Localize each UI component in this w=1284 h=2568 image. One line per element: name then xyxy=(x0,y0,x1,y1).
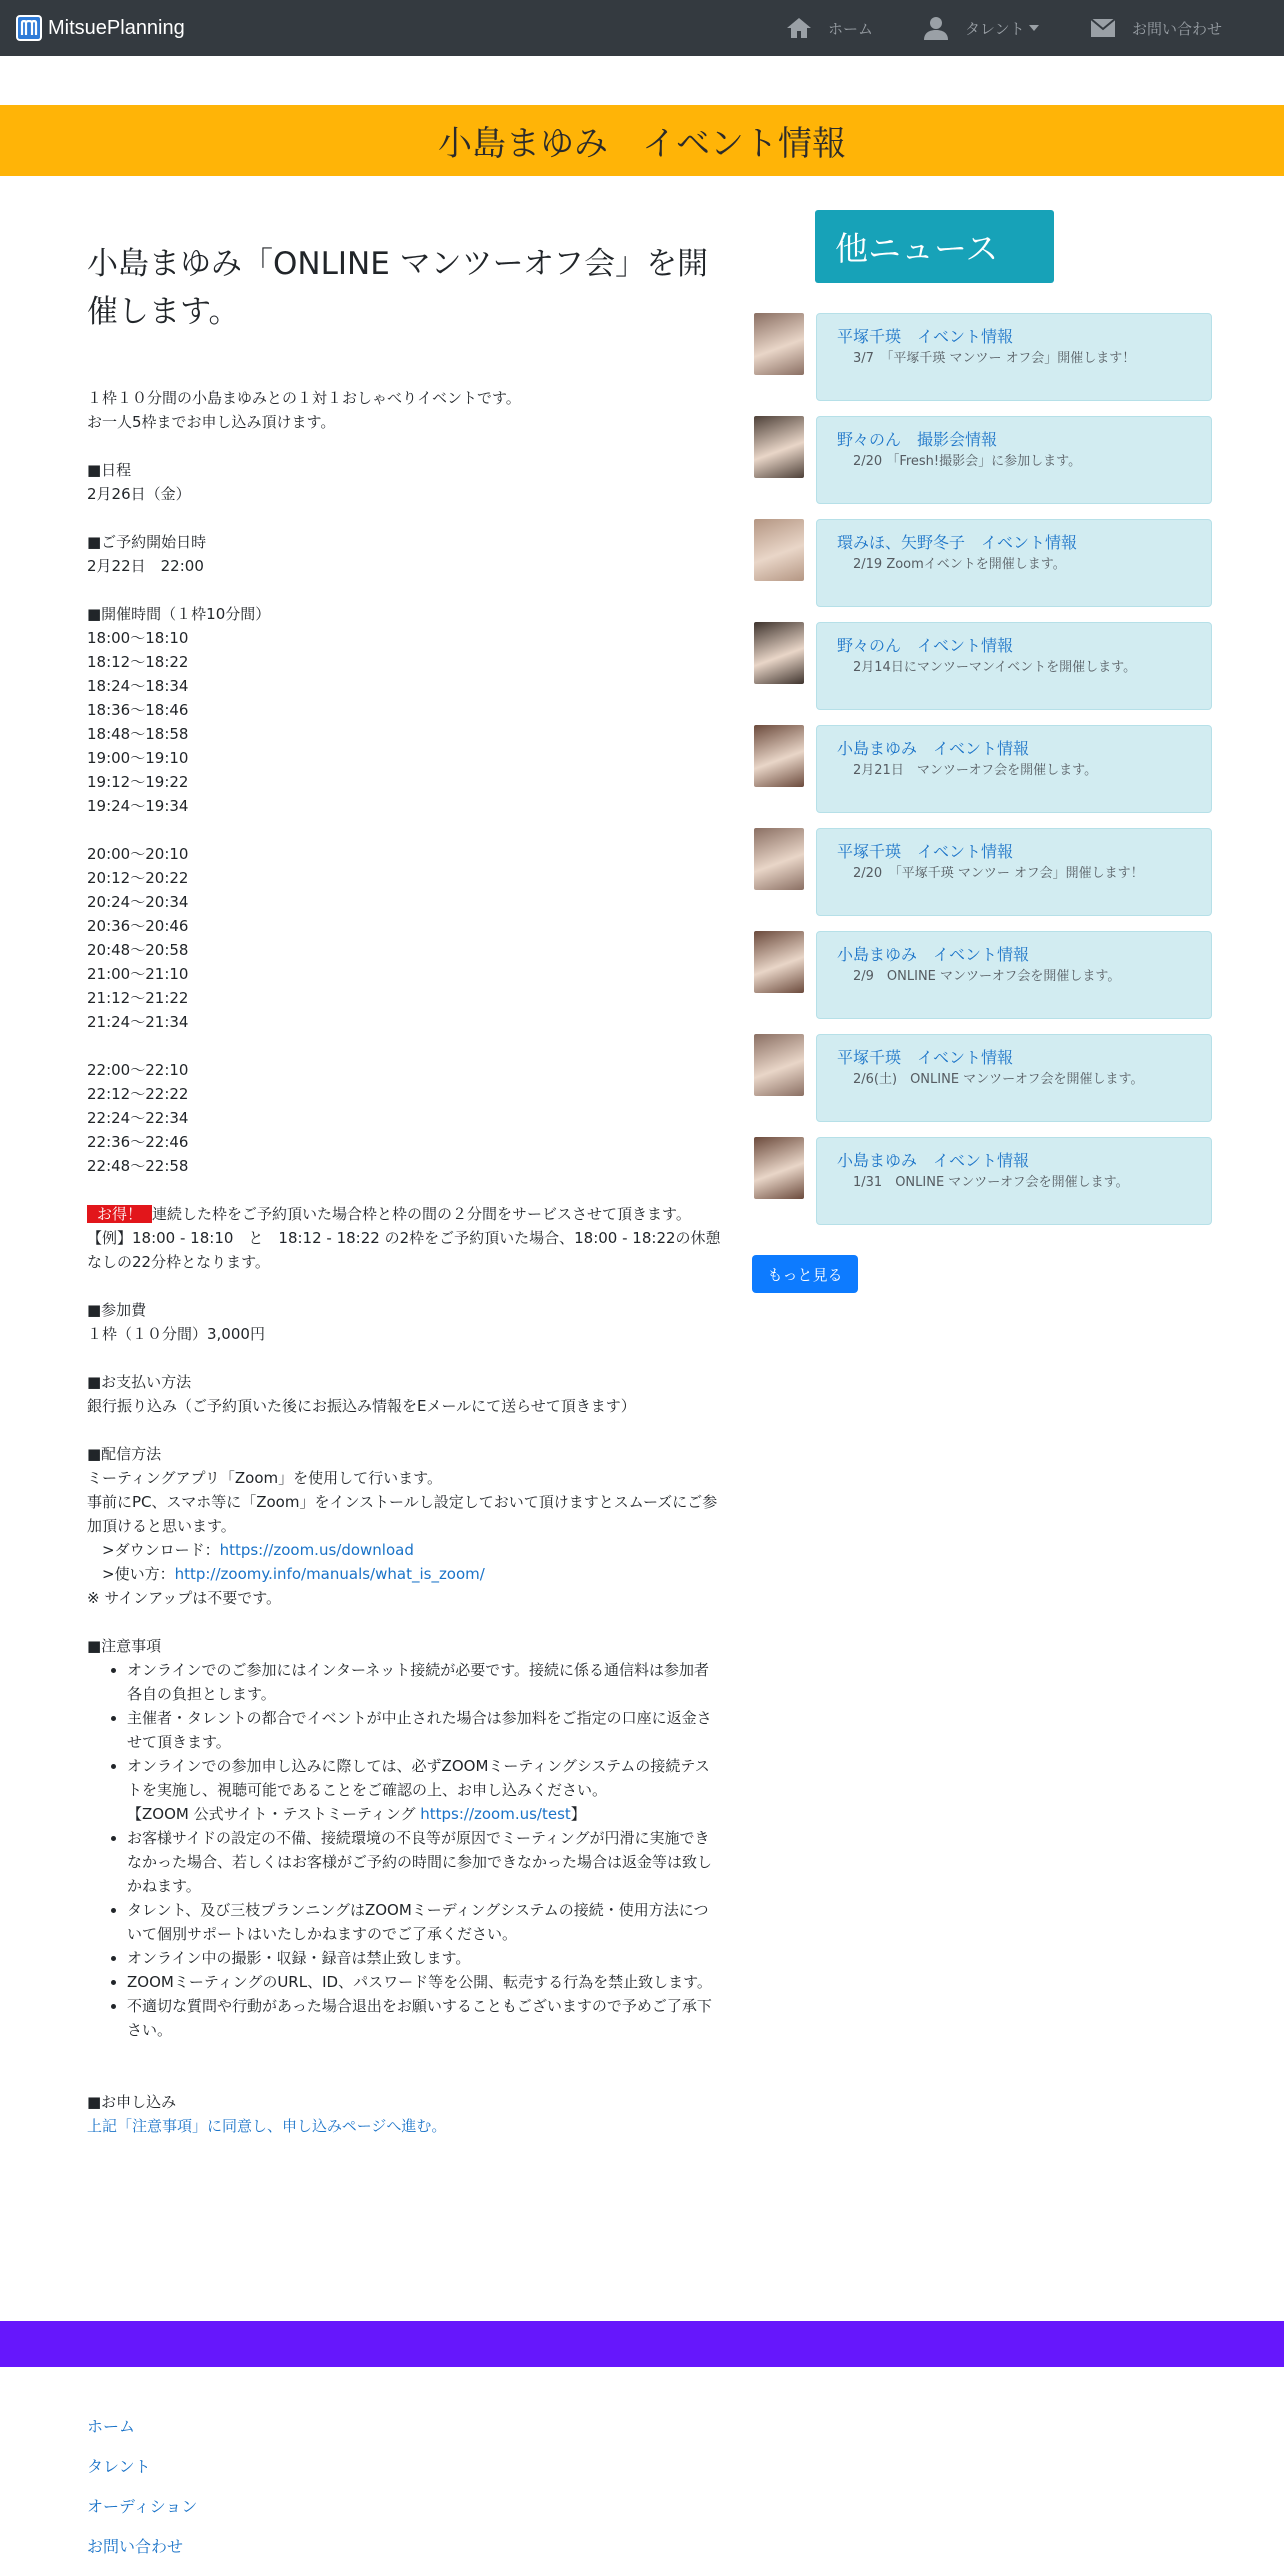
news-item[interactable] xyxy=(754,519,1212,607)
time-slot: 18:12～18:22 xyxy=(87,653,189,671)
time-slot: 19:12～19:22 xyxy=(87,773,189,791)
news-thumbnail[interactable] xyxy=(754,416,804,478)
news-summary: 2/20 「Fresh!撮影会」に参加します。 xyxy=(853,454,1082,469)
time-slot: 19:24～19:34 xyxy=(87,797,189,815)
nav-contact-label: お問い合わせ xyxy=(1132,19,1223,38)
news-item[interactable] xyxy=(754,1034,1212,1122)
news-thumbnail[interactable] xyxy=(754,1137,804,1199)
time-slot: 21:00～21:10 xyxy=(87,965,189,983)
time-label: ■開催時間（１枠10分間） xyxy=(87,605,271,623)
news-thumbnail[interactable] xyxy=(754,622,804,684)
footer-link-audition[interactable]: オーディション xyxy=(87,2497,198,2516)
intro-line: １枠１０分間の小島まゆみとの１対１おしゃべりイベントです。 xyxy=(87,389,521,407)
list-item: • ZOOMミーティングのURL、ID、パスワード等を公開、転売する行為を禁止致します。 xyxy=(127,1970,723,1994)
delivery-text: ミーティングアプリ「Zoom」を使用して行います。 xyxy=(87,1469,442,1487)
time-slot: 22:48～22:58 xyxy=(87,1157,189,1175)
signup-note: ※ サインアップは不要です。 xyxy=(87,1589,282,1607)
news-title-link[interactable]: 小島まゆみ イベント情報 xyxy=(837,739,1030,758)
news-card[interactable] xyxy=(816,416,1212,504)
date-value: 2月26日（金） xyxy=(87,485,191,503)
news-summary: 2/19 Zoomイベントを開催します。 xyxy=(853,557,1066,572)
apply-link[interactable]: 上記「注意事項」に同意し、申し込みページへ進む。 xyxy=(87,2117,447,2135)
news-title-link[interactable]: 小島まゆみ イベント情報 xyxy=(837,945,1030,964)
time-slot: 18:00～18:10 xyxy=(87,629,189,647)
nav-talent-dropdown[interactable] xyxy=(923,14,1039,42)
article-heading: 小島まゆみ「ONLINE マンツーオフ会」を開催します。 xyxy=(87,246,709,330)
news-item[interactable] xyxy=(754,828,1212,916)
note-text: オンラインでの参加申し込みに際しては、必ずZOOMミーティングシステムの接続テストを実施し、視聴可能であることをご確認の上、お申し込みください。 xyxy=(127,1757,710,1799)
list-item: • お客様サイドの設定の不備、接続環境の不良等が原因でミーティングが円滑に実施できなかった場合、若しくはお客様がご予約の時間に参加できなかった場合は返金等は致しかねます。 xyxy=(127,1826,723,1898)
time-slot: 19:00～19:10 xyxy=(87,749,189,767)
time-slot: 22:00～22:10 xyxy=(87,1061,189,1079)
top-navbar xyxy=(0,0,1284,56)
article-body xyxy=(87,386,723,2138)
time-slot: 18:48～18:58 xyxy=(87,725,189,743)
news-card[interactable] xyxy=(816,313,1212,401)
brand-link[interactable] xyxy=(16,14,185,42)
news-item[interactable] xyxy=(754,313,1212,401)
news-title-link[interactable]: 環みほ、矢野冬子 イベント情報 xyxy=(837,533,1078,552)
brand-name: MitsuePlanning xyxy=(48,16,185,39)
list-item xyxy=(127,1754,723,1826)
footer-bar xyxy=(0,2321,1284,2367)
booking-label: ■ご予約開始日時 xyxy=(87,533,207,551)
example-text: 【例】18:00 - 18:10 と 18:12 - 18:22 の2枠をご予約頂いた場合、18:00 - 18:22の休憩なしの22分枠となります。 xyxy=(87,1229,721,1271)
home-icon xyxy=(786,16,812,40)
usage-link[interactable]: http://zoomy.info/manuals/what_is_zoom/ xyxy=(174,1565,485,1583)
news-item[interactable] xyxy=(754,931,1212,1019)
fee-value: １枠（１０分間）3,000円 xyxy=(87,1325,265,1343)
news-card[interactable] xyxy=(816,725,1212,813)
deal-text: 連続した枠をご予約頂いた場合枠と枠の間の２分間をサービスさせて頂きます。 xyxy=(152,1205,691,1223)
deal-paragraph xyxy=(87,1202,723,1226)
footer-link-home[interactable]: ホーム xyxy=(87,2417,136,2436)
time-slot: 18:24～18:34 xyxy=(87,677,189,695)
news-summary: 2/6(土) ONLINE マンツーオフ会を開催します。 xyxy=(853,1072,1144,1087)
news-summary: 2月14日にマンツーマンイベントを開催します。 xyxy=(853,660,1137,675)
page-banner xyxy=(0,105,1284,176)
news-item[interactable] xyxy=(754,1137,1212,1225)
page-title: 小島まゆみ イベント情報 xyxy=(438,124,846,164)
footer-link-contact[interactable]: お問い合わせ xyxy=(87,2537,184,2556)
download-link[interactable]: https://zoom.us/download xyxy=(219,1541,414,1559)
news-item[interactable] xyxy=(754,725,1212,813)
list-item: • 主催者・タレントの都合でイベントが中止された場合は参加料をご指定の口座に返金させて頂きます。 xyxy=(127,1706,723,1754)
nav-contact[interactable] xyxy=(1090,14,1222,42)
time-slot: 22:36～22:46 xyxy=(87,1133,189,1151)
news-card[interactable] xyxy=(816,622,1212,710)
chevron-down-icon xyxy=(1029,25,1039,31)
news-title-link[interactable]: 平塚千瑛 イベント情報 xyxy=(837,1048,1014,1067)
news-summary: 2月21日 マンツーオフ会を開催します。 xyxy=(853,763,1098,778)
notes-label: ■注意事項 xyxy=(87,1637,162,1655)
time-slot: 20:12～20:22 xyxy=(87,869,189,887)
list-item: • タレント、及び三枝プランニングはZOOMミーディングシステムの接続・使用方法について個別サポートはいたしかねますのでご了承ください。 xyxy=(127,1898,723,1946)
apply-label: ■お申し込み xyxy=(87,2093,177,2111)
delivery-text: 事前にPC、スマホ等に「Zoom」をインストールし設定しておいて頂けますとスムーズにご参加頂けると思います。 xyxy=(87,1493,718,1535)
news-thumbnail[interactable] xyxy=(754,313,804,375)
news-thumbnail[interactable] xyxy=(754,828,804,890)
notes-list xyxy=(127,1658,723,2042)
list-item: • 不適切な質問や行動があった場合退出をお願いすることもございますので予めご了承下さい。 xyxy=(127,1994,723,2042)
nav-talent-label: タレント xyxy=(965,19,1025,38)
news-title-link[interactable]: 野々のん 撮影会情報 xyxy=(837,430,998,449)
download-prefix: >ダウンロード： xyxy=(87,1541,220,1559)
news-card[interactable] xyxy=(816,1034,1212,1122)
news-thumbnail[interactable] xyxy=(754,931,804,993)
news-summary: 2/20 「平塚千瑛 マンツー オフ会」開催します！ xyxy=(853,866,1144,881)
other-news-title: 他ニュース xyxy=(815,210,1054,283)
fee-label: ■参加費 xyxy=(87,1301,147,1319)
news-summary: 3/7 「平塚千瑛 マンツー オフ会」開催します！ xyxy=(853,351,1136,366)
nav-home-label: ホーム xyxy=(828,19,874,38)
nav-home[interactable] xyxy=(786,14,873,42)
list-item: • オンラインでのご参加にはインターネット接続が必要です。接続に係る通信料は参加者各自の負担とします。 xyxy=(127,1658,723,1706)
time-slot: 20:24～20:34 xyxy=(87,893,189,911)
brand-logo-icon xyxy=(16,15,42,41)
time-slot: 22:12～22:22 xyxy=(87,1085,189,1103)
usage-prefix: >使い方： xyxy=(87,1565,175,1583)
user-icon xyxy=(923,15,949,41)
download-line xyxy=(87,1538,723,1562)
news-summary: 2/9 ONLINE マンツーオフ会を開催します。 xyxy=(853,969,1121,984)
news-title-link[interactable]: 平塚千瑛 イベント情報 xyxy=(837,327,1014,346)
news-item[interactable] xyxy=(754,416,1212,504)
news-thumbnail[interactable] xyxy=(754,519,804,581)
payment-label: ■お支払い方法 xyxy=(87,1373,192,1391)
news-card[interactable] xyxy=(816,519,1212,607)
zoom-test-suffix: 】 xyxy=(570,1805,586,1823)
more-button[interactable]: もっと見る xyxy=(752,1255,858,1293)
time-slot: 20:36～20:46 xyxy=(87,917,189,935)
article xyxy=(87,240,723,2138)
time-slot: 18:36～18:46 xyxy=(87,701,189,719)
footer-link-talent[interactable]: タレント xyxy=(87,2457,151,2476)
booking-value: 2月22日 22:00 xyxy=(87,557,204,575)
deal-badge: お得！ xyxy=(87,1205,152,1223)
news-title-link[interactable]: 小島まゆみ イベント情報 xyxy=(837,1151,1030,1170)
payment-value: 銀行振り込み（ご予約頂いた後にお振込み情報をEメールにて送らせて頂きます） xyxy=(87,1397,636,1415)
mail-icon xyxy=(1090,18,1116,38)
news-card[interactable] xyxy=(816,931,1212,1019)
date-label: ■日程 xyxy=(87,461,132,479)
usage-line xyxy=(87,1562,723,1586)
news-card[interactable] xyxy=(816,828,1212,916)
footer-nav xyxy=(87,2407,197,2567)
delivery-label: ■配信方法 xyxy=(87,1445,162,1463)
news-thumbnail[interactable] xyxy=(754,725,804,787)
news-summary: 1/31 ONLINE マンツーオフ会を開催します。 xyxy=(853,1175,1129,1190)
zoom-test-prefix: 【ZOOM 公式サイト・テストミーティング xyxy=(127,1805,421,1823)
news-thumbnail[interactable] xyxy=(754,1034,804,1096)
zoom-test-link[interactable]: https://zoom.us/test xyxy=(420,1805,571,1823)
news-title-link[interactable]: 平塚千瑛 イベント情報 xyxy=(837,842,1014,861)
time-slot: 21:24～21:34 xyxy=(87,1013,189,1031)
news-item[interactable] xyxy=(754,622,1212,710)
time-slot: 20:00～20:10 xyxy=(87,845,189,863)
news-card[interactable] xyxy=(816,1137,1212,1225)
time-slot: 21:12～21:22 xyxy=(87,989,189,1007)
list-item: • オンライン中の撮影・収録・録音は禁止致します。 xyxy=(127,1946,723,1970)
time-slot: 20:48～20:58 xyxy=(87,941,189,959)
time-slot: 22:24～22:34 xyxy=(87,1109,189,1127)
news-title-link[interactable]: 野々のん イベント情報 xyxy=(837,636,1014,655)
intro-line: お一人5枠までお申し込み頂けます。 xyxy=(87,413,336,431)
